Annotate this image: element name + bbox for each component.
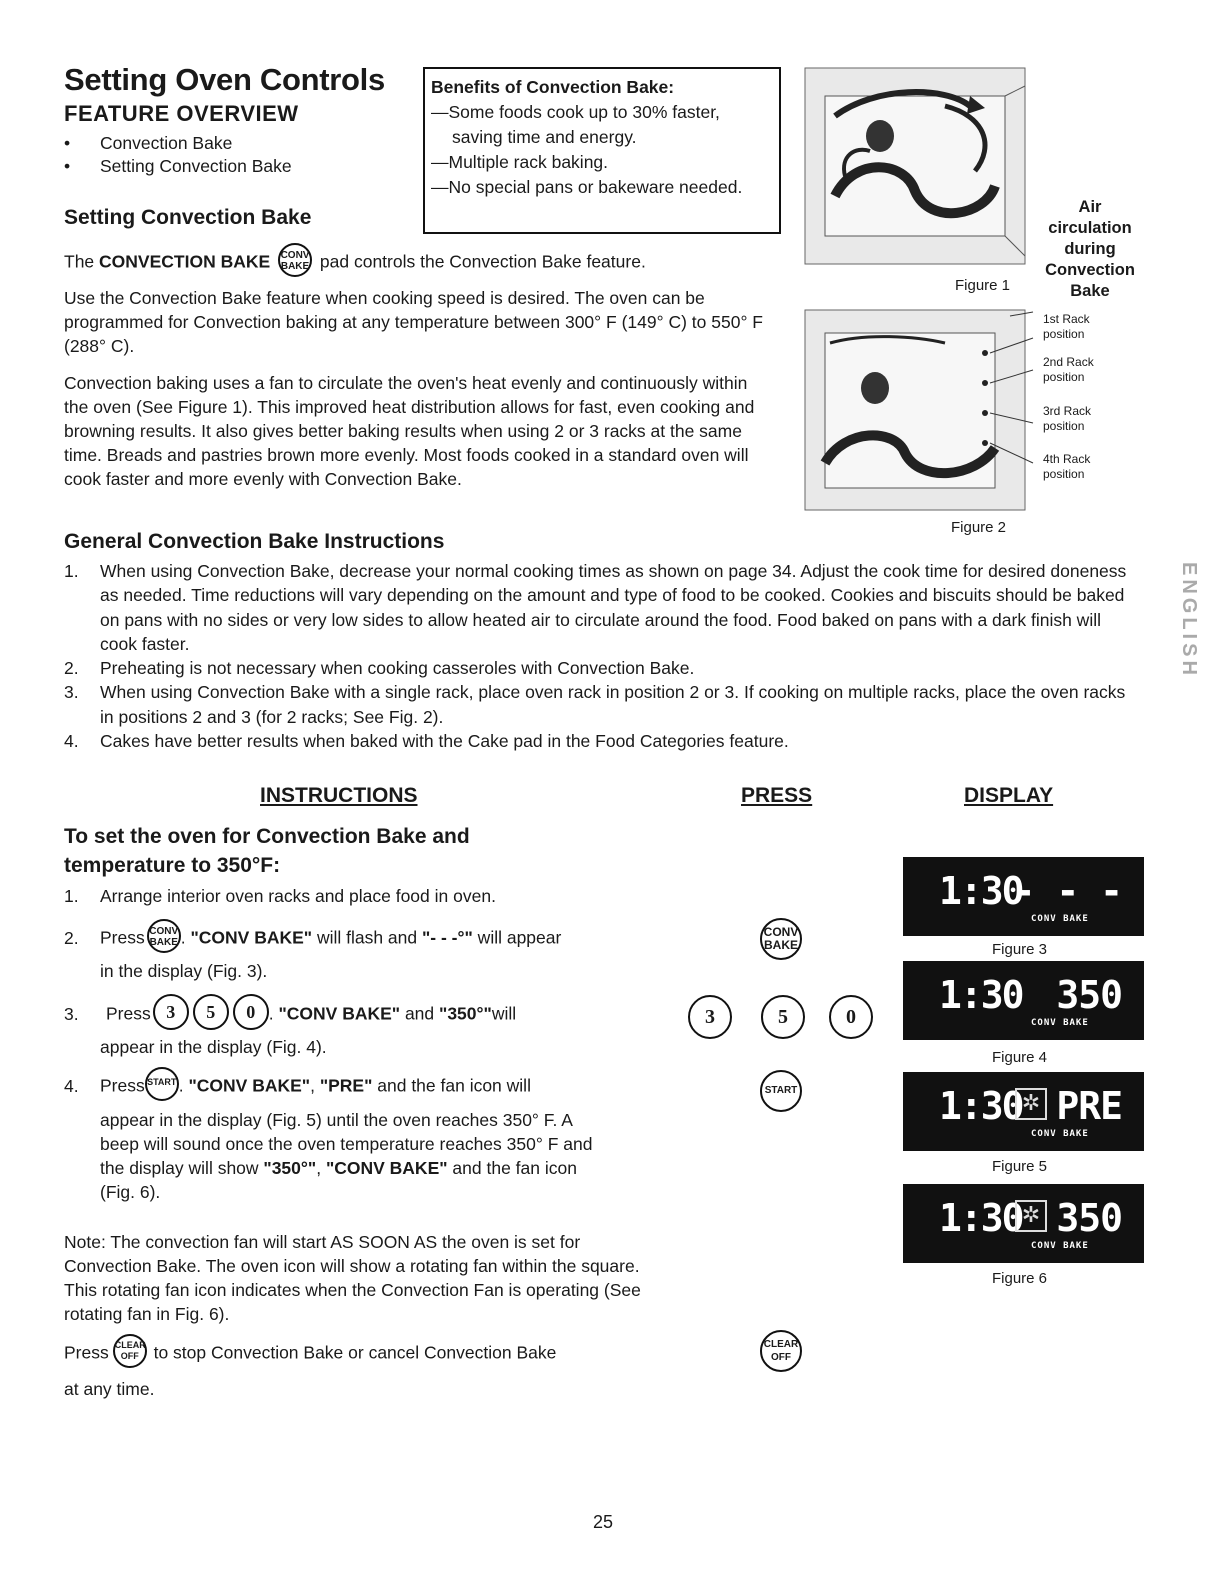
task-heading-line: temperature to 350°F: xyxy=(64,854,281,877)
display-temp: 350 xyxy=(1056,973,1122,1017)
intro-paragraph-1 xyxy=(64,249,764,277)
general-instructions-list xyxy=(64,559,1142,753)
conv-bake-pad-icon: CONV BAKE xyxy=(147,919,181,953)
intro-text: The xyxy=(64,251,100,272)
display-temp: - - - xyxy=(1012,869,1122,913)
air-label-line: Air xyxy=(1078,198,1102,216)
step-1: 1. Arrange interior oven racks and place food in oven. xyxy=(64,886,496,906)
list-item: 4. Cakes have better results when baked with the Cake pad in the Food Categories feature. xyxy=(64,731,789,752)
rack-label-3: 3rd Rack position xyxy=(1043,404,1092,433)
digit-5-button[interactable]: 5 xyxy=(761,995,805,1039)
step-4: 4. Press START . "CONV BAKE", "PRE" and the fan icon will xyxy=(64,1073,531,1101)
rack-label-2: 2nd Rack position xyxy=(1043,355,1094,384)
digit-3-button[interactable]: 3 xyxy=(688,995,732,1039)
fan-icon: ✲ xyxy=(1015,1088,1047,1120)
step-2: 2. Press CONV BAKE . "CONV BAKE" will flash and "- - -°" will appear xyxy=(64,925,561,953)
start-button[interactable]: START xyxy=(760,1070,802,1112)
benefit-line: —Multiple rack baking. xyxy=(431,152,609,172)
display-temp: PRE xyxy=(1056,1084,1122,1128)
benefits-heading: Benefits of Convection Bake: xyxy=(431,77,675,97)
step-2-continued: in the display (Fig. 3). xyxy=(100,961,268,981)
figure-2-caption: Figure 2 xyxy=(951,519,1007,536)
list-item: 2. Preheating is not necessary when cooking casseroles with Convection Bake. xyxy=(64,658,695,679)
page-title: Setting Oven Controls xyxy=(64,62,385,97)
list-item: 1. When using Convection Bake, decrease your normal cooking times as shown on page 34. Adjust the cook time for desired doneness as needed. Time reductions will vary depending on the amount and type of food to be cooked. Cookies and biscuits should be baked on pans with no sides or very low sides to allow heated air to circulate around the food. Food baked on pans with a dark finish will cook faster. xyxy=(64,561,1127,654)
press-column-heading: PRESS xyxy=(741,784,813,807)
benefits-box xyxy=(423,67,781,234)
display-figure-5 xyxy=(903,1072,1144,1151)
rack-label-1: 1st Rack position xyxy=(1043,312,1090,341)
task-heading-line: To set the oven for Convection Bake and xyxy=(64,825,470,848)
intro-paragraph-2: Use the Convection Bake feature when cooking speed is desired. The oven can be programmed for Convection baking at any temperature between 300° F (149° C) to 550° F (288° C). xyxy=(64,288,764,356)
setting-convection-heading: Setting Convection Bake xyxy=(64,206,312,229)
figure-5-caption: Figure 5 xyxy=(992,1158,1048,1175)
clear-instruction: Press CLEAR OFF to stop Convection Bake or cancel Convection Bake xyxy=(64,1340,556,1368)
page-number: 25 xyxy=(593,1512,614,1532)
step-3-continued: appear in the display (Fig. 4). xyxy=(100,1037,327,1057)
display-temp: 350 xyxy=(1056,1196,1122,1240)
intro-paragraph-3: Convection baking uses a fan to circulate the oven's heat evenly and continuously within the oven (See Figure 1). This improved heat distribution allows for fast, even cooking and browning results. It also gives better baking results when using 2 or 3 racks at the same time. Breads and pastries brown more evenly. Most foods cooked in a standard oven will cook faster and more evenly with Convection Bake. xyxy=(64,373,755,489)
start-pad-icon: START xyxy=(145,1067,179,1101)
oven-airflow-figure xyxy=(795,66,1035,266)
side-language-label: ENGLISH xyxy=(1178,562,1200,679)
digit-3-pad-icon: 3 xyxy=(153,994,189,1030)
conv-bake-pad-icon: CONV BAKE xyxy=(278,243,312,277)
clear-off-button[interactable]: CLEAR OFF xyxy=(760,1330,802,1372)
air-label-line: during xyxy=(1064,240,1116,258)
list-item: • Setting Convection Bake xyxy=(64,155,292,178)
figure-6-caption: Figure 6 xyxy=(992,1270,1048,1287)
display-time: 1:30 xyxy=(939,1196,1023,1240)
display-time: 1:30 xyxy=(939,1084,1023,1128)
display-figure-3 xyxy=(903,857,1144,936)
conv-bake-button[interactable]: CONV BAKE xyxy=(760,918,802,960)
display-figure-6 xyxy=(903,1184,1144,1263)
display-mode-label: CONV BAKE xyxy=(1031,1129,1089,1139)
air-circulation-label xyxy=(1035,197,1145,302)
list-item: 3. When using Convection Bake with a single rack, place oven rack in position 2 or 3. If cooking on multiple racks, place the oven racks in positions 2 and 3 (for 2 racks; See Fig. 2). xyxy=(64,682,1126,727)
benefit-line: —No special pans or bakeware needed. xyxy=(431,177,743,197)
clear-instruction-continued: at any time. xyxy=(64,1379,155,1399)
display-time: 1:30 xyxy=(939,973,1023,1017)
figure-4-caption: Figure 4 xyxy=(992,1049,1048,1066)
fan-icon: ✲ xyxy=(1015,1200,1047,1232)
digit-0-button[interactable]: 0 xyxy=(829,995,873,1039)
air-label-line: circulation xyxy=(1048,219,1132,237)
display-mode-label: CONV BAKE xyxy=(1031,1241,1089,1251)
convection-fan-note: Note: The convection fan will start AS SOON AS the oven is set for Convection Bake. The oven icon will show a rotating fan within the square. This rotating fan icon indicates when the Convection Fan is operating (See rotating fan in Fig. 6). xyxy=(64,1232,641,1324)
display-mode-label: CONV BAKE xyxy=(1031,914,1089,924)
display-figure-4 xyxy=(903,961,1144,1040)
instructions-column-heading: INSTRUCTIONS xyxy=(260,784,418,807)
rack-label-4: 4th Rack position xyxy=(1043,452,1091,481)
digit-5-pad-icon: 5 xyxy=(193,994,229,1030)
digit-0-pad-icon: 0 xyxy=(233,994,269,1030)
clear-off-pad-icon: CLEAR OFF xyxy=(113,1334,147,1368)
display-mode-label: CONV BAKE xyxy=(1031,1018,1089,1028)
task-heading xyxy=(64,822,470,880)
display-time: 1:30 xyxy=(939,869,1023,913)
air-label-line: Bake xyxy=(1070,282,1110,300)
step-4-continued: appear in the display (Fig. 5) until the oven reaches 350° F. A beep will sound once the oven temperature reaches 350° F and the display will show "350°", "CONV BAKE" and the fan icon (Fig. 6). xyxy=(100,1110,593,1202)
step-3: 3. Press 3 5 0 . "CONV BAKE" and "350°"will xyxy=(64,1000,516,1030)
list-item: • Convection Bake xyxy=(64,132,292,155)
air-label-line: Convection xyxy=(1045,261,1135,279)
feature-overview-list xyxy=(64,132,292,178)
general-instructions-heading: General Convection Bake Instructions xyxy=(64,530,445,553)
display-column-heading: DISPLAY xyxy=(964,784,1054,807)
figure-3-caption: Figure 3 xyxy=(992,941,1048,958)
oven-rack-figure xyxy=(795,308,1035,513)
intro-text: pad controls the Convection Bake feature. xyxy=(319,251,646,272)
benefit-line: saving time and energy. xyxy=(452,127,637,147)
intro-bold: CONVECTION BAKE xyxy=(99,251,271,272)
feature-overview-heading: FEATURE OVERVIEW xyxy=(64,101,299,126)
figure-1-caption: Figure 1 xyxy=(955,277,1011,294)
benefit-line: —Some foods cook up to 30% faster, xyxy=(431,102,720,122)
